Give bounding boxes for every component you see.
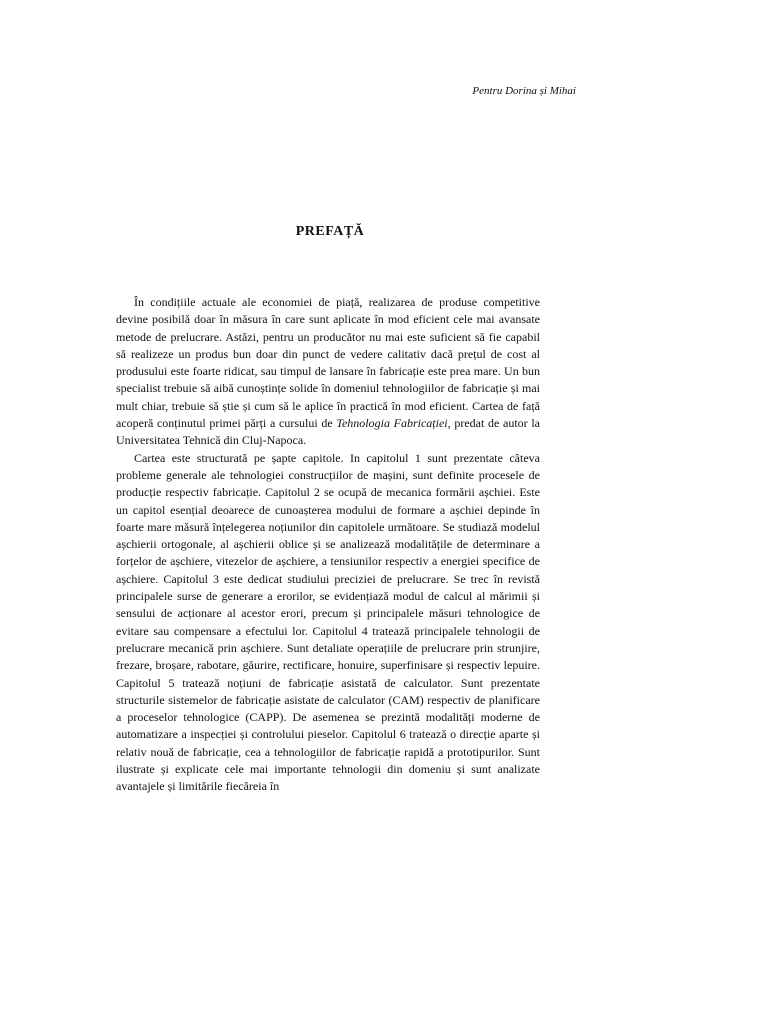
paragraph-1 (116, 294, 540, 450)
course-name: Tehnologia Fabricației (336, 416, 448, 431)
paragraph-1-text-b: , predat de autor la Universitatea Tehnică din Cluj-Napoca. (116, 416, 541, 448)
page-title: PREFAȚĂ (295, 224, 365, 239)
paragraph-1-text-a: În condițiile actuale ale economiei de piață, realizarea de produse competitive devine posibilă doar în măsura în care sunt aplicate în mod eficient cele mai avansate metode de prelucrare. Astăzi, pentru un producător nu mai este suficient să fie capabil să realizeze un produs bun doar din punct de vedere calitativ dacă prețul de cost al produsului este foarte ridicat, sau timpul de lansare în fabricație este prea mare. Un bun specialist trebuie să aibă cunoștințe solide în domeniul tehnologiilor de fabricație și mai mult chiar, trebuie să știe și cum să le aplice în practică în mod eficient. Cartea de față acoperă conținutul primei părți a cursului de (116, 295, 540, 431)
paragraph-2: Cartea este structurată pe șapte capitole. In capitolul 1 sunt prezentate câteva probleme generale ale tehnologiei construcțiilor de mașini, sunt definite procesele de producție respectiv fabricație. Capitolul 2 se ocupă de mecanica formării așchiei. Este un capitol esențial deoarece de cunoașterea modului de formare a așchiei depinde în foarte mare măsură înțelegerea noțiunilor din capitolele următoare. Se studiază modelul așchierii ortogonale, al așchierii oblice și se analizează modalitățile de determinare a forțelor de așchiere, vitezelor de așchiere, a tensiunilor respectiv a energiei specifice de așchiere. Capitolul 3 este dedicat studiului preciziei de prelucrare. Se trec în revistă principalele surse de generare a erorilor, se evidențiază modul de calcul al mărimii și sensului de acționare al acestor erori, precum și principalele măsuri tehnologice de evitare sau compensare a efectului lor. Capitolul 4 tratează principalele tehnologii de prelucrare mecanică prin așchiere. Sunt detaliate operațiile de prelucrare prin strunjire, frezare, broșare, rabotare, găurire, rectificare, honuire, superfinisare și respectiv lepuire. Capitolul 5 tratează noțiuni de fabricație asistată de calculator. Sunt prezentate structurile sistemelor de fabricație asistate de calculator (CAM) respectiv de planificare a proceselor tehnologice (CAPP). De asemenea se prezintă modalități moderne de automatizare a inspecției și controlului pieselor. Capitolul 6 tratează o direcție aparte și relativ nouă de fabricație, cea a tehnologiilor de fabricație rapidă a prototipurilor. Sunt ilustrate și explicate cele mai importante tehnologii din domeniu și sunt analizate avantajele și limitările fiecăreia în (116, 450, 540, 794)
body-text (116, 294, 540, 796)
dedication: Pentru Dorina și Mihai (472, 85, 576, 97)
